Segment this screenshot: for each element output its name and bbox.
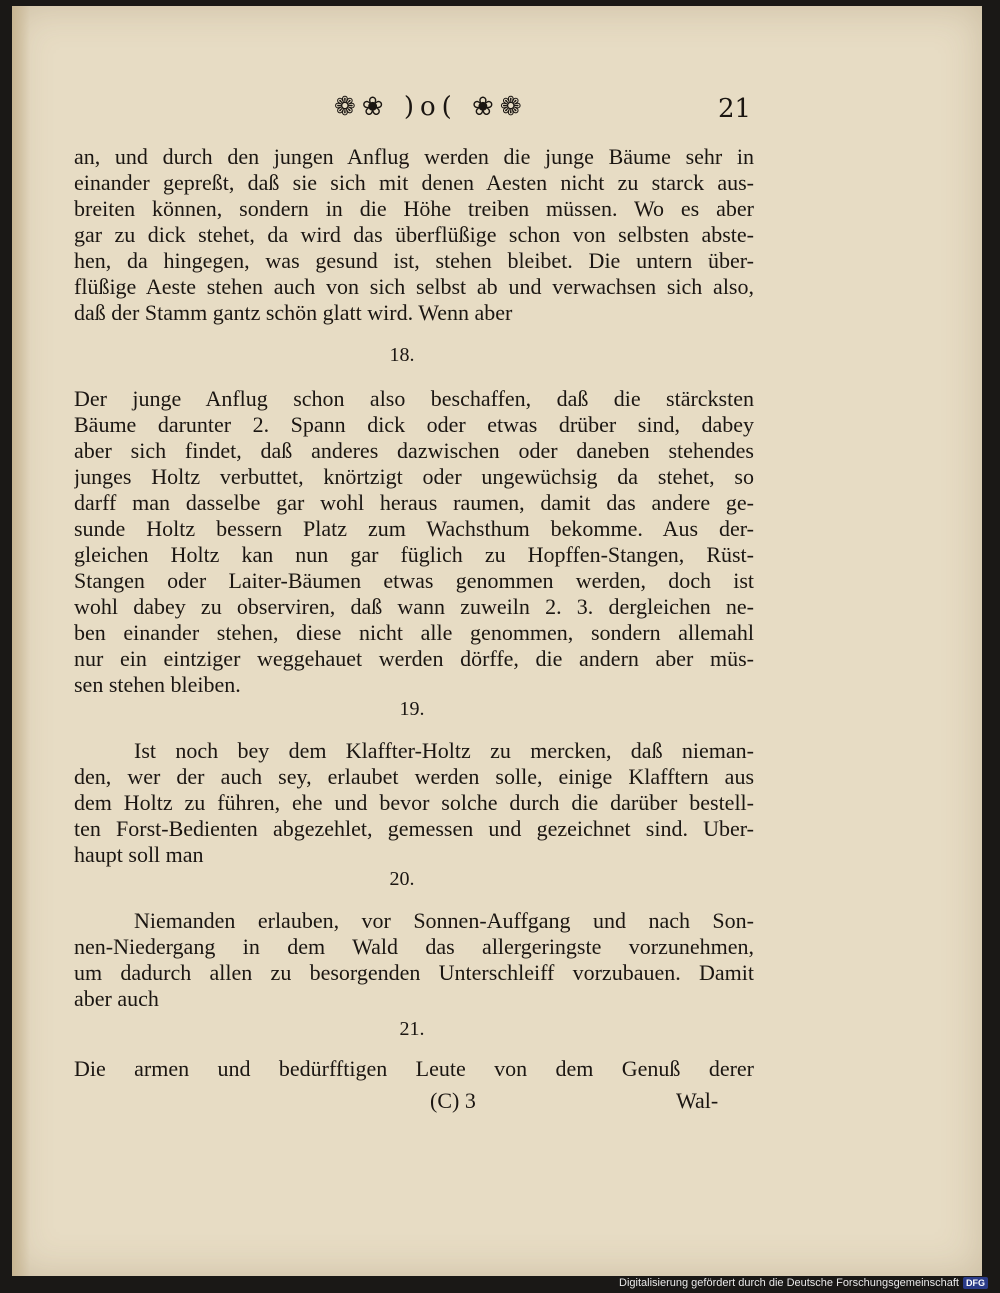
text-line: Die armen und bedürfftigen Leute von dem Genuß derer: [74, 1056, 754, 1081]
footer-credit-text: Digitalisierung gefördert durch die Deutsche Forschungsgemeinschaft: [619, 1277, 959, 1289]
section-number-19: 19.: [399, 698, 425, 720]
section-20-text: [74, 908, 754, 1012]
text-line: Niemanden erlauben, vor Sonnen-Auffgang und nach Son-: [134, 908, 754, 933]
text-line: sen stehen bleiben.: [74, 672, 241, 697]
text-line: Bäume darunter 2. Spann dick oder etwas drüber sind, dabey: [74, 412, 754, 437]
section-18-text: [74, 386, 754, 698]
text-line: haupt soll man: [74, 842, 204, 867]
text-line: Stangen oder Laiter-Bäumen etwas genommen werden, doch ist: [74, 568, 754, 593]
book-page: [12, 6, 982, 1276]
text-line: nen-Niedergang in dem Wald das allergeringste vorzunehmen,: [74, 934, 754, 959]
section-number-21: 21.: [399, 1018, 425, 1040]
text-line: Der junge Anflug schon also beschaffen, daß die stärcksten: [74, 386, 754, 411]
paragraph-continuation: [74, 144, 754, 326]
catchword: Wal-: [676, 1088, 719, 1113]
header-ornament: ❁❀ )o( ❀❁: [334, 92, 528, 122]
text-line: gleichen Holtz kan nun gar füglich zu Hopffen-Stangen, Rüst-: [74, 542, 754, 567]
dfg-logo: DFG: [963, 1277, 988, 1289]
section-19-text: [74, 738, 754, 868]
page-number: 21: [718, 94, 752, 124]
text-line: den, wer der auch sey, erlaubet werden solle, einige Klafftern aus: [74, 764, 754, 789]
section-number-20: 20.: [389, 868, 415, 890]
section-21-text: [74, 1056, 754, 1082]
text-line: daß der Stamm gantz schön glatt wird. Wenn aber: [74, 300, 513, 325]
footer-credit: [619, 1277, 988, 1289]
text-line: sunde Holtz bessern Platz zum Wachsthum bekomme. Aus der-: [74, 516, 754, 541]
text-line: ben einander stehen, diese nicht alle genommen, sondern allemahl: [74, 620, 754, 645]
text-line: gar zu dick stehet, da wird das überflüßige schon von selbsten abste-: [74, 222, 754, 247]
text-line: aber sich findet, daß anderes dazwischen oder daneben stehendes: [74, 438, 754, 463]
text-line: flüßige Aeste stehen auch von sich selbst ab und verwachsen sich also,: [74, 274, 754, 299]
page-gutter-shadow: [12, 6, 30, 1276]
text-line: junges Holtz verbuttet, knörtzigt oder ungewüchsig da stehet, so: [74, 464, 754, 489]
text-line: darff man dasselbe gar wohl heraus raumen, damit das andere ge-: [74, 490, 754, 515]
signature-mark: (C) 3: [430, 1088, 476, 1113]
text-line: ten Forst-Bedienten abgezehlet, gemessen und gezeichnet sind. Uber-: [74, 816, 754, 841]
text-line: dem Holtz zu führen, ehe und bevor solche durch die darüber bestell-: [74, 790, 754, 815]
text-line: hen, da hingegen, was gesund ist, stehen bleibet. Die untern über-: [74, 248, 754, 273]
text-line: wohl dabey zu observiren, daß wann zuweiln 2. 3. dergleichen ne-: [74, 594, 754, 619]
text-line: um dadurch allen zu besorgenden Unterschleiff vorzubauen. Damit: [74, 960, 754, 985]
section-number-18: 18.: [389, 344, 415, 366]
text-line: Ist noch bey dem Klaffter-Holtz zu mercken, daß nieman-: [134, 738, 754, 763]
text-line: an, und durch den jungen Anflug werden die junge Bäume sehr in: [74, 144, 754, 169]
text-line: einander gepreßt, daß sie sich mit denen Aesten nicht zu starck aus-: [74, 170, 754, 195]
text-line: breiten können, sondern in die Höhe treiben müssen. Wo es aber: [74, 196, 754, 221]
text-line: nur ein eintziger weggehauet werden dörffe, die andern aber müs-: [74, 646, 754, 671]
text-line: aber auch: [74, 986, 159, 1011]
